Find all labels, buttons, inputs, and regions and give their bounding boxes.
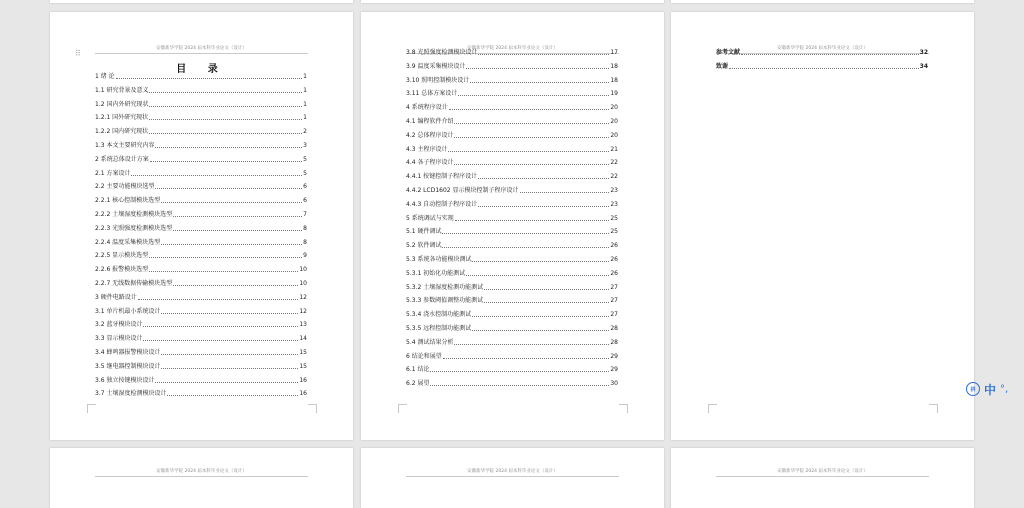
- toc-entry[interactable]: [95, 293, 307, 302]
- toc-entry-page: 20: [610, 104, 618, 112]
- toc-entry-page: 10: [299, 266, 307, 274]
- toc-leader-dots: [478, 178, 609, 179]
- toc-entry-page: 15: [299, 362, 307, 370]
- crop-mark: [398, 404, 407, 413]
- toc-entry-title: 5.3 系统各功能模块测试: [406, 256, 472, 263]
- toc-entry-page: 26: [610, 242, 618, 250]
- toc-entry-page: 16: [299, 376, 307, 384]
- toc-entry-title: 2.2.4 温度采集模块选型: [95, 238, 161, 246]
- header-rule: [716, 476, 929, 477]
- toc-entry-title: 2 系统总体设计方案: [95, 155, 149, 163]
- toc-leader-dots: [448, 151, 609, 152]
- drag-handle-icon[interactable]: ⠿: [75, 49, 80, 58]
- toc-entry-title: 5.1 硬件调试: [406, 228, 442, 236]
- document-page-next-3[interactable]: [671, 448, 974, 508]
- toc-entry[interactable]: [95, 169, 307, 178]
- toc-leader-dots: [430, 371, 609, 372]
- toc-entry-page: 22: [610, 173, 618, 181]
- toc-entry[interactable]: [95, 210, 307, 219]
- toc-entry-title: 3.9 温度采集模块设计: [406, 62, 466, 70]
- toc-entry[interactable]: [406, 117, 618, 126]
- toc-entry-title: 3.1 单片机最小系统设计: [95, 307, 161, 315]
- toc-leader-dots: [478, 54, 609, 55]
- page-header-text: 安徽新华学院 2024 届本科毕业论文（设计）: [467, 46, 558, 51]
- toc-leader-dots: [454, 123, 609, 124]
- toc-entry-page: 8: [303, 224, 307, 232]
- crop-mark: [929, 404, 938, 413]
- toc-entry[interactable]: [406, 352, 618, 361]
- toc-entry[interactable]: [406, 338, 618, 347]
- toc-entry[interactable]: [95, 376, 307, 385]
- toc-entry-page: 18: [610, 76, 618, 84]
- toc-entry-page: 27: [610, 297, 618, 305]
- toc-entry-title: 4.4.1 按键控制子程序设计: [406, 173, 478, 181]
- toc-entry-page: 7: [303, 211, 307, 218]
- page-header-text: 安徽新华学院 2024 届本科毕业论文（设计）: [777, 469, 868, 474]
- ime-toolbar[interactable]: [966, 378, 1024, 400]
- toc-leader-dots: [472, 316, 609, 317]
- toc-entry[interactable]: [406, 48, 618, 57]
- toc-leader-dots: [143, 340, 298, 341]
- page-header-text: 安徽新华学院 2024 届本科毕业论文（设计）: [777, 46, 868, 51]
- toc-leader-dots: [466, 275, 609, 276]
- toc-entry[interactable]: [406, 131, 618, 140]
- toc-entry-title: 1.2 国内外研究现状: [95, 100, 149, 108]
- toc-entry-title: 4.4 各子程序设计: [406, 159, 454, 167]
- document-page-toc-3[interactable]: [671, 12, 974, 440]
- toc-entry-page: 32: [919, 49, 928, 56]
- toc-entry-title: 2.2.7 无线数据传输模块选型: [95, 280, 173, 287]
- toc-entry-page: 1: [303, 114, 307, 122]
- toc-entry-title: 2.2.2 土壤湿度检测模块选型: [95, 211, 173, 218]
- page-header-text: 安徽新华学院 2024 届本科毕业论文（设计）: [156, 46, 247, 51]
- toc-entry[interactable]: [95, 127, 307, 136]
- toc-leader-dots: [155, 147, 302, 148]
- toc-entry-title: 2.2.1 核心控制模块选型: [95, 197, 161, 205]
- toc-leader-dots: [430, 385, 609, 386]
- toc-leader-dots: [161, 368, 298, 369]
- toc-entry-title: 参考文献: [716, 49, 741, 56]
- toc-entry-page: 23: [610, 187, 618, 194]
- toc-entry[interactable]: [406, 283, 618, 292]
- toc-leader-dots: [173, 285, 298, 286]
- document-page-toc-2[interactable]: [361, 12, 664, 440]
- toc-entry-title: 3.3 显示模块设计: [95, 335, 143, 343]
- toc-entry-title: 1 绪 论: [95, 73, 115, 80]
- toc-entry-page: 6: [303, 197, 307, 205]
- toc-leader-dots: [161, 202, 302, 203]
- toc-entry-page: 16: [299, 390, 307, 398]
- toc-entry-page: 6: [303, 183, 307, 191]
- crop-mark: [308, 404, 317, 413]
- toc-entry[interactable]: [406, 200, 618, 209]
- toc-leader-dots: [149, 119, 302, 120]
- toc-entry-title: 3.7 土壤湿度检测模块设计: [95, 390, 167, 398]
- toc-entry-title: 1.2.2 国内研究现状: [95, 128, 149, 136]
- toc-leader-dots: [116, 78, 303, 79]
- toc-leader-dots: [472, 330, 609, 331]
- toc-entry-title: 6.1 结论: [406, 366, 430, 374]
- toc-leader-dots: [449, 109, 610, 110]
- toc-entry-title: 4.3 主程序设计: [406, 145, 448, 153]
- toc-leader-dots: [173, 216, 302, 217]
- toc-entry-title: 5.3.5 远程控制功能测试: [406, 325, 472, 332]
- ime-badge-icon[interactable]: 拼: [966, 382, 980, 396]
- toc-entry-page: 25: [610, 214, 618, 222]
- toc-entry[interactable]: [95, 72, 307, 81]
- toc-entry[interactable]: [716, 48, 928, 57]
- toc-entry-page: 3: [303, 142, 307, 149]
- toc-entry-page: 9: [303, 252, 307, 260]
- crop-mark: [619, 404, 628, 413]
- toc-entry-title: 3.11 总体方案设计: [406, 90, 458, 98]
- toc-leader-dots: [443, 358, 610, 359]
- toc-leader-dots: [173, 230, 302, 231]
- toc-leader-dots: [455, 220, 610, 221]
- toc-entry[interactable]: [406, 241, 618, 250]
- toc-leader-dots: [442, 233, 609, 234]
- toc-entry[interactable]: [406, 62, 618, 71]
- toc-entry[interactable]: [716, 62, 928, 71]
- toc-entry-title: 4.4.3 自动控制子程序设计: [406, 200, 478, 208]
- toc-entry[interactable]: [95, 141, 307, 150]
- toc-entry[interactable]: [406, 158, 618, 167]
- toc-entry[interactable]: [95, 320, 307, 329]
- toc-entry[interactable]: [95, 307, 307, 316]
- document-page-next-2[interactable]: [361, 448, 664, 508]
- toc-entry-page: 12: [299, 307, 307, 315]
- toc-leader-dots: [458, 95, 609, 96]
- toc-entry[interactable]: [95, 155, 307, 164]
- toc-entry-title: 2.2.5 显示模块选型: [95, 252, 149, 260]
- prev-page-3: [671, 0, 974, 3]
- toc-leader-dots: [155, 188, 302, 189]
- toc-leader-dots: [478, 206, 609, 207]
- toc-entry-title: 1.1 研究背景及意义: [95, 86, 149, 94]
- toc-entry-page: 26: [610, 256, 618, 263]
- toc-entry[interactable]: [406, 89, 618, 98]
- toc-leader-dots: [484, 289, 609, 290]
- toc-leader-dots: [454, 137, 609, 138]
- header-rule: [95, 53, 308, 54]
- document-page-next-1[interactable]: [50, 448, 353, 508]
- toc-leader-dots: [149, 133, 302, 134]
- toc-entry-title: 5 系统调试与实现: [406, 214, 454, 222]
- toc-entry[interactable]: [95, 251, 307, 260]
- toc-entry[interactable]: [95, 279, 307, 288]
- toc-entry[interactable]: [406, 269, 618, 278]
- toc-entry-page: 22: [610, 159, 618, 167]
- toc-entry-page: 13: [299, 321, 307, 329]
- toc-entry-page: 27: [610, 283, 618, 291]
- toc-entry-page: 23: [610, 200, 618, 208]
- toc-entry[interactable]: [406, 186, 618, 195]
- toc-entry-page: 12: [299, 293, 307, 301]
- toc-entry[interactable]: [406, 379, 618, 388]
- toc-entry[interactable]: [95, 238, 307, 247]
- toc-entry-title: 2.2.6 报警模块选型: [95, 266, 149, 274]
- toc-entry-title: 5.4 测试结果分析: [406, 338, 454, 346]
- toc-entry-title: 6.2 展望: [406, 380, 430, 388]
- toc-entry-page: 21: [610, 145, 618, 153]
- toc-entry-page: 1: [303, 86, 307, 94]
- toc-entry-page: 25: [610, 228, 618, 236]
- toc-entry-title: 致谢: [716, 62, 729, 70]
- toc-entry-page: 27: [610, 311, 618, 319]
- toc-entry-page: 29: [610, 366, 618, 374]
- toc-leader-dots: [149, 257, 302, 258]
- toc-entry-title: 5.2 软件调试: [406, 242, 442, 250]
- toc-entry[interactable]: [95, 362, 307, 371]
- toc-entry-page: 26: [610, 269, 618, 277]
- toc-entry[interactable]: [406, 310, 618, 319]
- toc-entry-title: 2.1 方案设计: [95, 169, 131, 177]
- toc-leader-dots: [470, 82, 609, 83]
- toc-entry-title: 3.6 独立按键模块设计: [95, 376, 155, 384]
- toc-entry-title: 3.8 光照强度检测模块设计: [406, 49, 478, 56]
- toc-entry-page: 28: [610, 325, 618, 332]
- toc-leader-dots: [149, 92, 302, 93]
- toc-leader-dots: [138, 299, 299, 300]
- toc-entry-title: 3 硬件电路设计: [95, 293, 137, 301]
- toc-entry[interactable]: [95, 265, 307, 274]
- toc-leader-dots: [149, 271, 298, 272]
- toc-entry-page: 34: [919, 62, 928, 70]
- toc-title: 目 录: [176, 64, 227, 75]
- toc-entry-page: 10: [299, 280, 307, 287]
- toc-entry-page: 5: [303, 155, 307, 163]
- toc-entry[interactable]: [406, 103, 618, 112]
- toc-entry-title: 3.10 照明控制模块设计: [406, 76, 470, 84]
- toc-entry[interactable]: [95, 182, 307, 191]
- toc-leader-dots: [442, 247, 609, 248]
- document-page-toc-1[interactable]: [50, 12, 353, 440]
- toc-entry-title: 1.2.1 国外研究现状: [95, 114, 149, 122]
- toc-leader-dots: [161, 313, 298, 314]
- ime-language-toggle[interactable]: 中: [984, 382, 997, 397]
- toc-entry-page: 2: [303, 128, 307, 136]
- toc-entry[interactable]: [406, 365, 618, 374]
- toc-entry-page: 18: [610, 62, 618, 70]
- toc-entry-title: 3.2 蓝牙模块设计: [95, 321, 143, 329]
- toc-leader-dots: [466, 68, 609, 69]
- toc-entry-title: 5.3.1 初始化功能测试: [406, 269, 466, 277]
- toc-entry[interactable]: [95, 113, 307, 122]
- toc-leader-dots: [143, 326, 298, 327]
- toc-entry[interactable]: [406, 296, 618, 305]
- toc-entry-title: 5.3.2 土壤湿度检测功能测试: [406, 283, 484, 291]
- toc-entry-page: 1: [303, 73, 307, 80]
- toc-entry[interactable]: [406, 324, 618, 333]
- toc-leader-dots: [149, 106, 302, 107]
- page-header-text: 安徽新华学院 2024 届本科毕业论文（设计）: [156, 469, 247, 474]
- header-rule: [95, 476, 308, 477]
- toc-entry-page: 17: [610, 49, 618, 56]
- toc-entry-title: 4 系统程序设计: [406, 104, 448, 112]
- toc-entry[interactable]: [406, 76, 618, 85]
- toc-leader-dots: [150, 161, 302, 162]
- toc-entry[interactable]: [406, 255, 618, 264]
- toc-entry[interactable]: [406, 214, 618, 223]
- prev-page-2: [361, 0, 664, 3]
- toc-entry-page: 8: [303, 238, 307, 246]
- toc-entry-page: 28: [610, 338, 618, 346]
- toc-entry[interactable]: [95, 224, 307, 233]
- toc-leader-dots: [155, 382, 298, 383]
- toc-entry-page: 15: [299, 349, 307, 356]
- toc-entry-page: 30: [610, 380, 618, 388]
- toc-leader-dots: [741, 54, 919, 55]
- toc-entry-title: 3.4 蜂鸣器报警模块设计: [95, 349, 161, 356]
- toc-entry-page: 5: [303, 169, 307, 177]
- page-header-text: 安徽新华学院 2024 届本科毕业论文（设计）: [467, 469, 558, 474]
- toc-entry[interactable]: [95, 196, 307, 205]
- toc-leader-dots: [167, 395, 298, 396]
- toc-entry[interactable]: [406, 172, 618, 181]
- toc-entry[interactable]: [406, 227, 618, 236]
- toc-entry-page: 14: [299, 335, 307, 343]
- toc-entry[interactable]: [406, 145, 618, 154]
- toc-entry[interactable]: [95, 86, 307, 95]
- toc-entry-page: 19: [610, 90, 618, 98]
- toc-leader-dots: [729, 68, 919, 69]
- toc-entry[interactable]: [95, 348, 307, 357]
- toc-entry[interactable]: [95, 389, 307, 398]
- prev-page-1: [50, 0, 353, 3]
- toc-leader-dots: [161, 354, 298, 355]
- toc-entry-page: 20: [610, 131, 618, 139]
- toc-leader-dots: [131, 175, 302, 176]
- toc-entry-title: 4.4.2 LCD1602 显示模块控制子程序设计: [406, 187, 519, 194]
- toc-leader-dots: [484, 302, 609, 303]
- toc-entry[interactable]: [95, 334, 307, 343]
- toc-entry-title: 2.2.3 光照强度检测模块选型: [95, 224, 173, 232]
- ime-punctuation-toggle[interactable]: °,: [1000, 383, 1009, 395]
- toc-entry-title: 5.3.4 浇水控制功能测试: [406, 311, 472, 319]
- toc-entry-page: 1: [303, 100, 307, 108]
- toc-entry-title: 3.5 继电器控制模块设计: [95, 362, 161, 370]
- toc-leader-dots: [520, 192, 610, 193]
- toc-leader-dots: [161, 244, 302, 245]
- toc-leader-dots: [454, 344, 609, 345]
- toc-entry-title: 1.3 本文主要研究内容: [95, 142, 155, 149]
- crop-mark: [708, 404, 717, 413]
- crop-mark: [87, 404, 96, 413]
- toc-entry-page: 29: [610, 352, 618, 360]
- toc-entry-title: 2.2 主要功能模块选型: [95, 183, 155, 191]
- toc-leader-dots: [454, 164, 609, 165]
- toc-leader-dots: [472, 261, 609, 262]
- header-rule: [406, 476, 619, 477]
- toc-entry[interactable]: [95, 100, 307, 109]
- toc-entry-page: 20: [610, 118, 618, 125]
- toc-entry-title: 4.2 总体程序设计: [406, 131, 454, 139]
- toc-entry-title: 4.1 编程软件介绍: [406, 118, 454, 125]
- toc-entry-title: 5.3.3 参数阈值调整功能测试: [406, 297, 484, 305]
- toc-entry-title: 6 结论和展望: [406, 352, 442, 360]
